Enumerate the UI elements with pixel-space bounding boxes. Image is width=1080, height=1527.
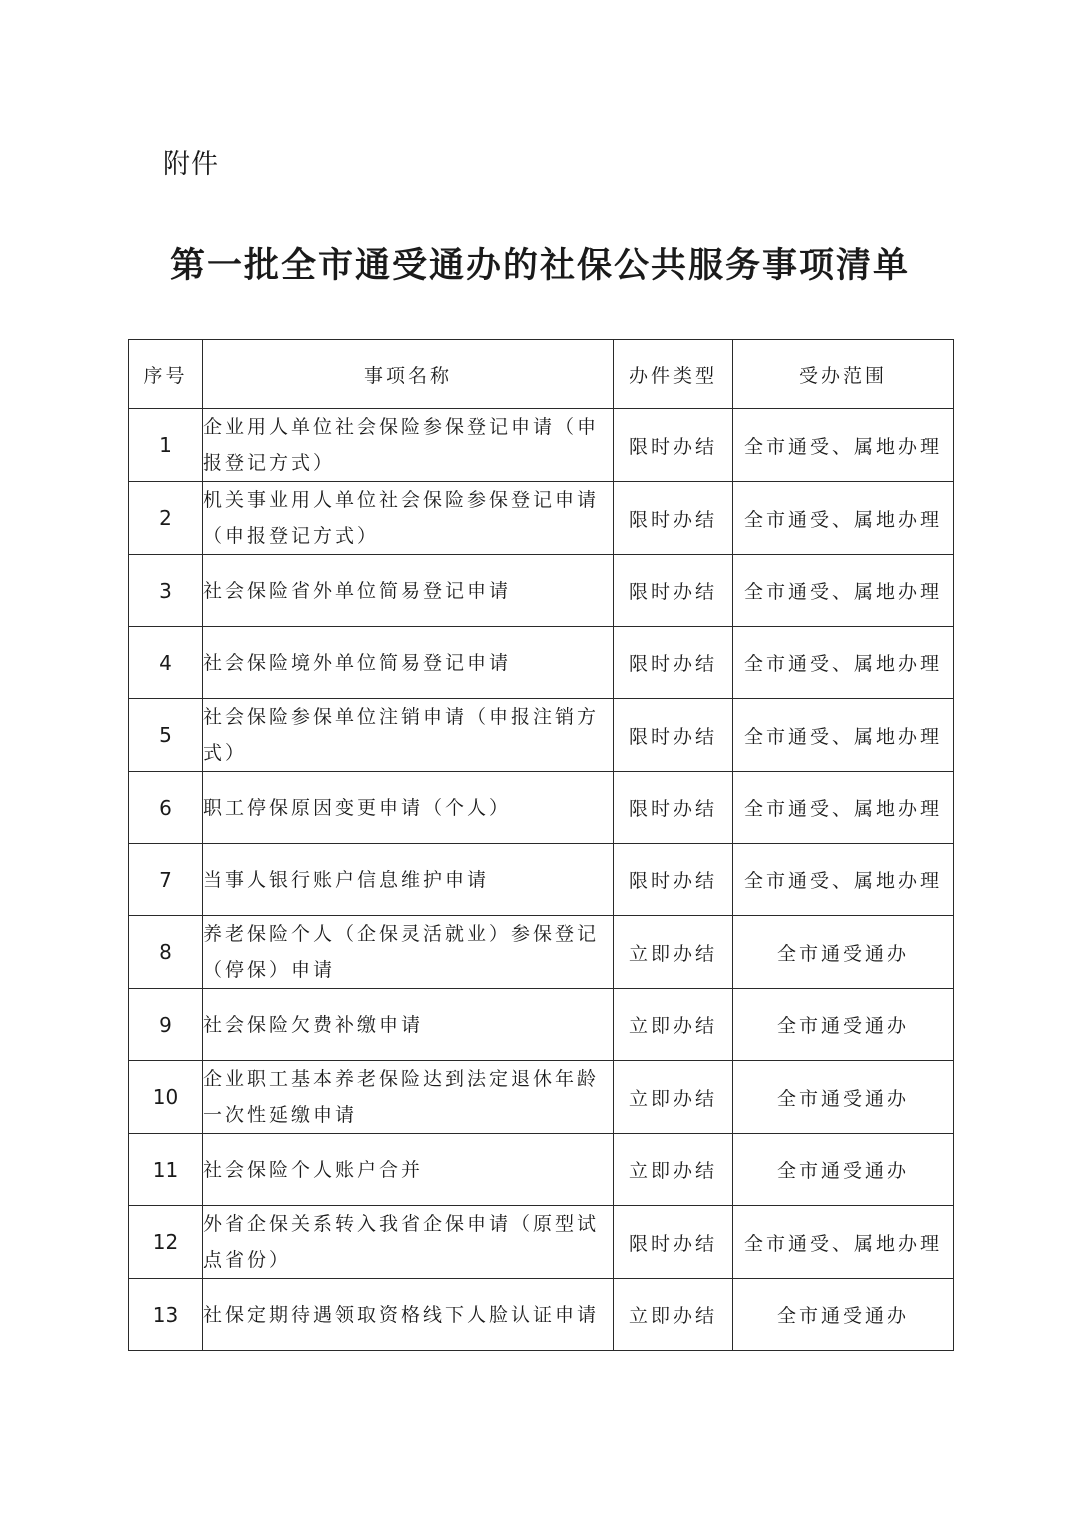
row-handling-type: 立即办结 bbox=[614, 1279, 733, 1351]
header-scope: 受办范围 bbox=[733, 340, 954, 409]
row-index: 5 bbox=[129, 699, 203, 772]
row-index: 4 bbox=[129, 627, 203, 699]
header-handling-type: 办件类型 bbox=[614, 340, 733, 409]
row-item-name: 社会保险欠费补缴申请 bbox=[203, 989, 614, 1061]
table-row bbox=[129, 1061, 954, 1134]
row-handling-type: 立即办结 bbox=[614, 1061, 733, 1134]
table-row bbox=[129, 482, 954, 555]
row-item-name: 社保定期待遇领取资格线下人脸认证申请 bbox=[203, 1279, 614, 1351]
row-scope: 全市通受通办 bbox=[733, 989, 954, 1061]
header-item-name: 事项名称 bbox=[203, 340, 614, 409]
row-index: 2 bbox=[129, 482, 203, 555]
row-scope: 全市通受、属地办理 bbox=[733, 482, 954, 555]
row-index: 10 bbox=[129, 1061, 203, 1134]
table-row bbox=[129, 989, 954, 1061]
table-row bbox=[129, 1134, 954, 1206]
row-item-name: 外省企保关系转入我省企保申请（原型试点省份） bbox=[203, 1206, 614, 1279]
row-index: 12 bbox=[129, 1206, 203, 1279]
row-handling-type: 限时办结 bbox=[614, 1206, 733, 1279]
row-item-name: 社会保险个人账户合并 bbox=[203, 1134, 614, 1206]
table-row bbox=[129, 627, 954, 699]
row-scope: 全市通受通办 bbox=[733, 1134, 954, 1206]
row-scope: 全市通受、属地办理 bbox=[733, 627, 954, 699]
table-row bbox=[129, 1279, 954, 1351]
table-row bbox=[129, 409, 954, 482]
row-index: 1 bbox=[129, 409, 203, 482]
row-scope: 全市通受、属地办理 bbox=[733, 699, 954, 772]
row-index: 7 bbox=[129, 844, 203, 916]
row-scope: 全市通受、属地办理 bbox=[733, 844, 954, 916]
row-index: 11 bbox=[129, 1134, 203, 1206]
table-row bbox=[129, 699, 954, 772]
row-handling-type: 立即办结 bbox=[614, 1134, 733, 1206]
table-header-row bbox=[129, 340, 954, 409]
row-item-name: 职工停保原因变更申请（个人） bbox=[203, 772, 614, 844]
row-scope: 全市通受、属地办理 bbox=[733, 555, 954, 627]
service-items-table bbox=[128, 339, 954, 1351]
row-scope: 全市通受通办 bbox=[733, 1061, 954, 1134]
row-handling-type: 限时办结 bbox=[614, 555, 733, 627]
row-item-name: 社会保险境外单位简易登记申请 bbox=[203, 627, 614, 699]
header-index: 序号 bbox=[129, 340, 203, 409]
row-index: 6 bbox=[129, 772, 203, 844]
row-handling-type: 限时办结 bbox=[614, 409, 733, 482]
row-handling-type: 限时办结 bbox=[614, 627, 733, 699]
row-scope: 全市通受、属地办理 bbox=[733, 772, 954, 844]
attachment-label: 附件 bbox=[163, 149, 219, 180]
row-scope: 全市通受通办 bbox=[733, 916, 954, 989]
table-row bbox=[129, 555, 954, 627]
row-item-name: 企业用人单位社会保险参保登记申请（申报登记方式） bbox=[203, 409, 614, 482]
row-handling-type: 限时办结 bbox=[614, 772, 733, 844]
row-item-name: 当事人银行账户信息维护申请 bbox=[203, 844, 614, 916]
row-index: 8 bbox=[129, 916, 203, 989]
table-row bbox=[129, 772, 954, 844]
row-item-name: 机关事业用人单位社会保险参保登记申请（申报登记方式） bbox=[203, 482, 614, 555]
table-row bbox=[129, 1206, 954, 1279]
row-scope: 全市通受通办 bbox=[733, 1279, 954, 1351]
row-handling-type: 限时办结 bbox=[614, 699, 733, 772]
row-item-name: 养老保险个人（企保灵活就业）参保登记（停保）申请 bbox=[203, 916, 614, 989]
table-row bbox=[129, 844, 954, 916]
table-row bbox=[129, 916, 954, 989]
row-handling-type: 立即办结 bbox=[614, 989, 733, 1061]
row-handling-type: 限时办结 bbox=[614, 844, 733, 916]
row-index: 9 bbox=[129, 989, 203, 1061]
row-index: 13 bbox=[129, 1279, 203, 1351]
document-title: 第一批全市通受通办的社保公共服务事项清单 bbox=[169, 245, 910, 286]
row-handling-type: 立即办结 bbox=[614, 916, 733, 989]
row-index: 3 bbox=[129, 555, 203, 627]
row-handling-type: 限时办结 bbox=[614, 482, 733, 555]
row-scope: 全市通受、属地办理 bbox=[733, 1206, 954, 1279]
row-scope: 全市通受、属地办理 bbox=[733, 409, 954, 482]
row-item-name: 社会保险参保单位注销申请（申报注销方式） bbox=[203, 699, 614, 772]
row-item-name: 社会保险省外单位简易登记申请 bbox=[203, 555, 614, 627]
row-item-name: 企业职工基本养老保险达到法定退休年龄一次性延缴申请 bbox=[203, 1061, 614, 1134]
